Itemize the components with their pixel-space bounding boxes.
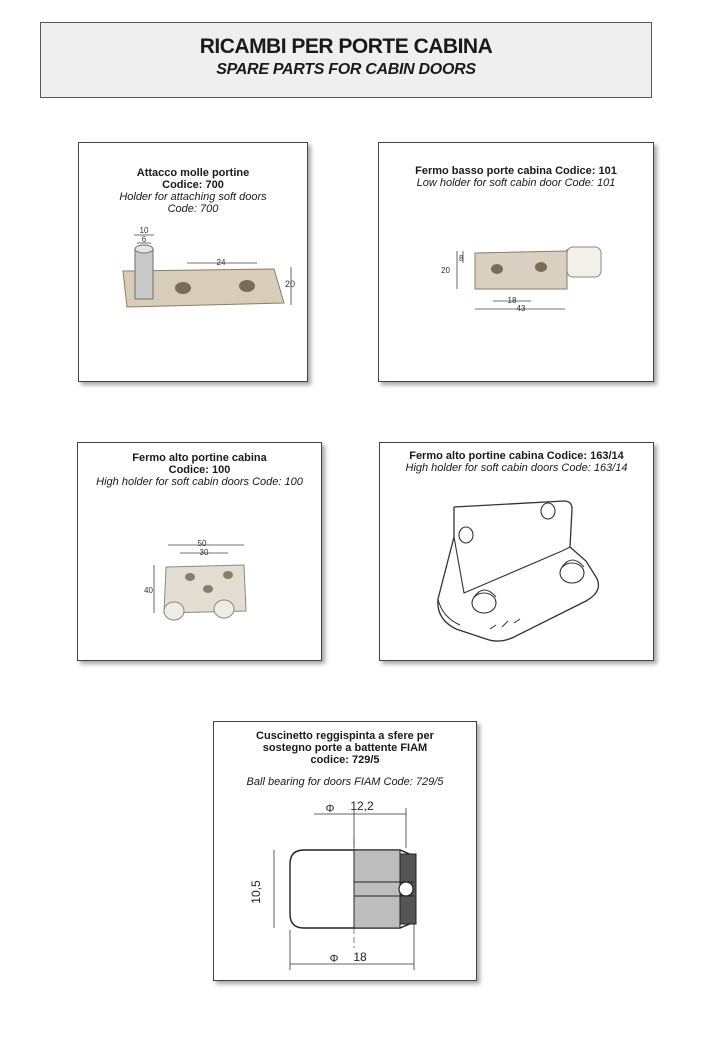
dim-label: 24 [216, 258, 226, 267]
dim-label: 18 [353, 950, 367, 964]
part-name: Fermo alto portine cabina [132, 452, 267, 464]
part-name: Fermo basso porte cabina Codice: 101 [415, 165, 617, 177]
dim-label: 6 [141, 235, 147, 244]
part-name-line2: sostegno porte a battente FIAM [262, 742, 428, 754]
dim-label: 10 [139, 226, 149, 235]
part-card-700 [78, 142, 308, 382]
part-name: Fermo alto portine cabina Codice: 163/14 [409, 450, 624, 462]
part-description-en: High holder for soft cabin doors Code: 100 [96, 476, 303, 488]
part-code: Codice: 700 [162, 179, 224, 191]
dim-label: 40 [144, 586, 153, 595]
dim-label: 10,5 [249, 880, 263, 904]
part-name-line1: Cuscinetto reggispinta a sfere per [256, 730, 434, 742]
part-description-en: Ball bearing for doors FIAM Code: 729/5 [246, 776, 444, 788]
dim-symbol: Φ [325, 803, 335, 815]
part-code: codice: 729/5 [310, 754, 380, 766]
dim-label: 43 [516, 304, 526, 313]
part-card-729-5 [213, 721, 477, 981]
dim-label: 12,2 [350, 799, 374, 813]
part-description-en: Low holder for soft cabin door Code: 101 [416, 177, 616, 189]
part-image-163-14 [380, 479, 654, 659]
dim-label: 8 [459, 254, 464, 263]
part-image-700 [79, 221, 308, 371]
title-italian: RICAMBI PER PORTE CABINA [199, 35, 493, 58]
dim-symbol: Φ [329, 953, 339, 965]
part-description-en: High holder for soft cabin doors Code: 163/14 [405, 462, 628, 474]
part-description-en: Holder for attaching soft doors [119, 191, 267, 203]
part-code-en: Code: 700 [167, 203, 219, 215]
title-english: SPARE PARTS FOR CABIN DOORS [216, 61, 476, 78]
part-code: Codice: 100 [168, 464, 231, 476]
part-card-163-14 [379, 442, 654, 661]
dim-label: 30 [199, 548, 209, 557]
page-header [40, 22, 652, 98]
dim-label: 18 [507, 296, 517, 305]
part-name: Attacco molle portine [136, 167, 250, 179]
part-image-100 [78, 531, 322, 661]
dim-label: 20 [285, 279, 296, 289]
part-card-101 [378, 142, 654, 382]
dim-label: 50 [197, 539, 207, 548]
part-card-100 [77, 442, 322, 661]
dim-label: 20 [441, 266, 450, 275]
part-image-729-5 [214, 798, 477, 978]
part-image-101 [379, 231, 654, 351]
